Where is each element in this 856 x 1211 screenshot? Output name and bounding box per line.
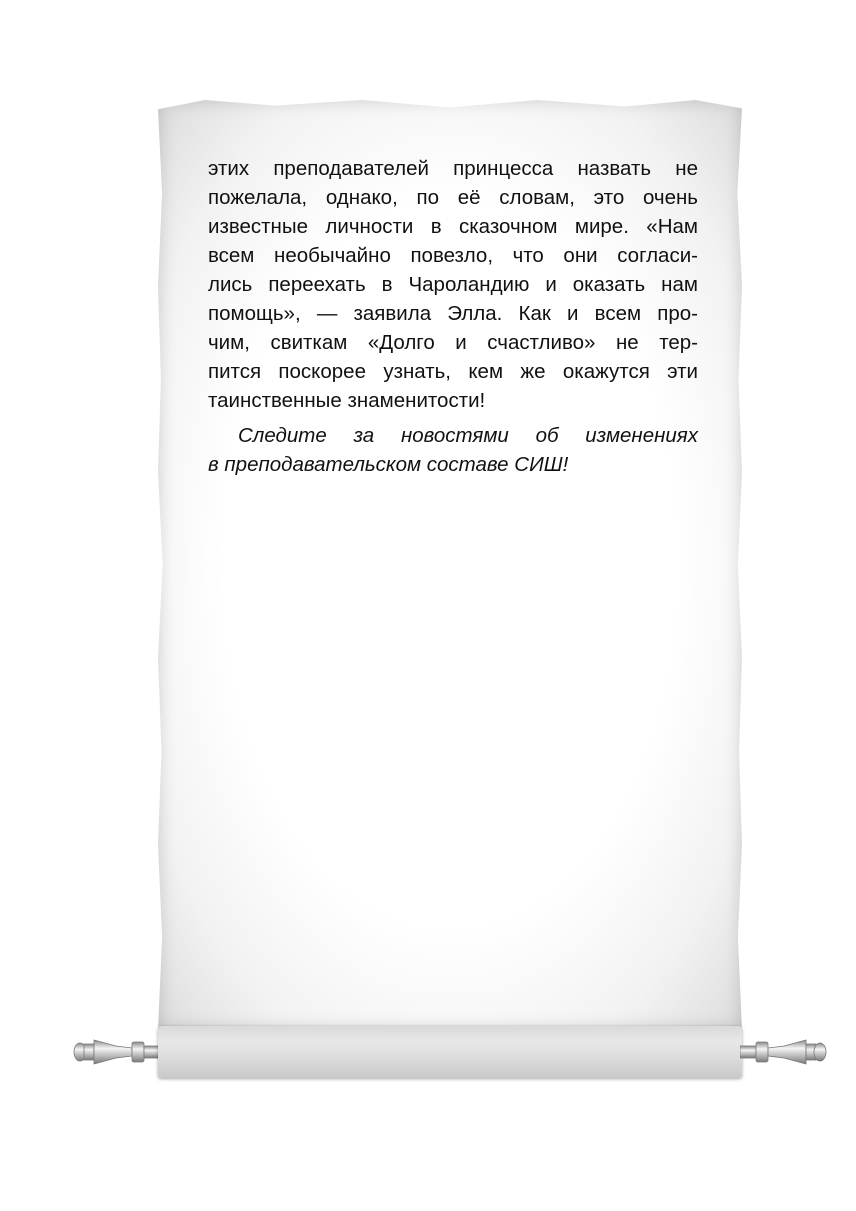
text-line: чим, свиткам «Долго и счастливо» не тер- <box>208 331 698 354</box>
text-line: пожелала, однако, по её словам, это очень <box>208 186 698 209</box>
text-line: Следите за новостями об изменениях <box>238 424 698 447</box>
text-line: всем необычайно повезло, что они согласи- <box>208 244 698 267</box>
scroll-handle-right-icon <box>740 1020 830 1084</box>
text-line: в преподавательском составе СИШ! <box>208 453 569 476</box>
scroll-handle-left-icon <box>70 1020 160 1084</box>
body-paragraph <box>208 154 698 415</box>
scroll-roller <box>70 1020 830 1084</box>
text-line: пится поскорее узнать, кем же окажутся эти <box>208 360 698 383</box>
text-line: этих преподавателей принцесса назвать не <box>208 157 698 180</box>
roller-cylinder <box>158 1026 742 1078</box>
closing-paragraph <box>208 421 698 479</box>
text-line: помощь», — заявила Элла. Как и всем про- <box>208 302 698 325</box>
text-line: известные личности в сказочном мире. «Нам <box>208 215 698 238</box>
text-line: лись переехать в Чароландию и оказать нам <box>208 273 698 296</box>
text-line: таинственные знаменитости! <box>208 389 486 412</box>
article-text <box>208 154 698 479</box>
